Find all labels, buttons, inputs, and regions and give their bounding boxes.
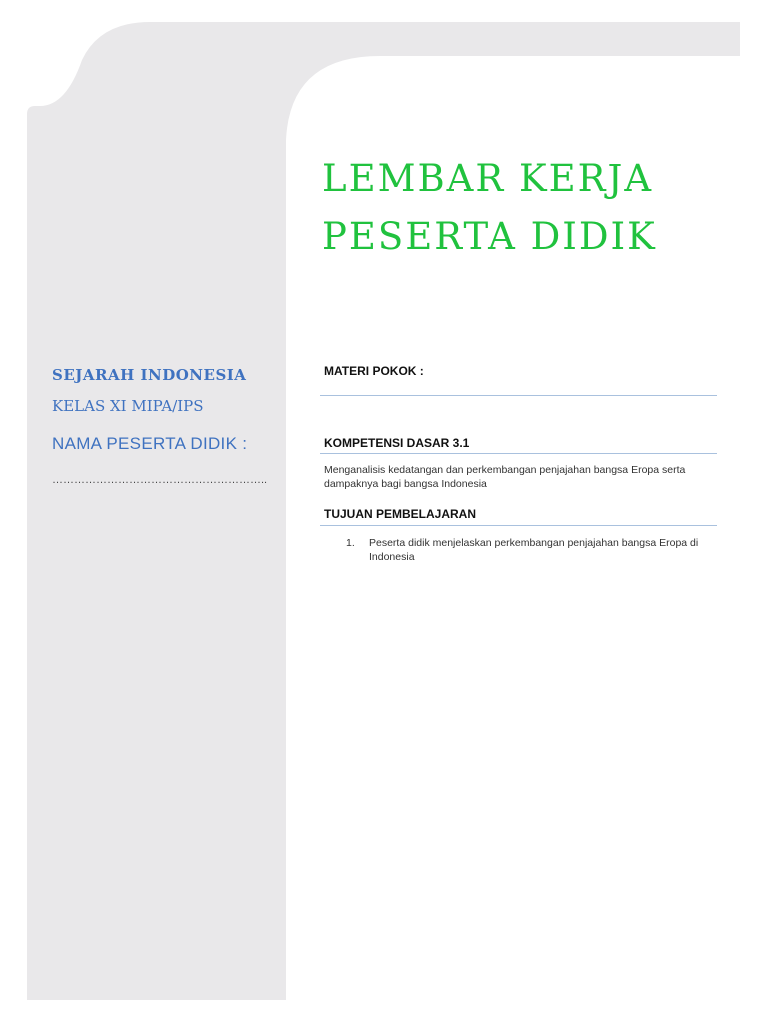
kompetensi-dasar-heading: KOMPETENSI DASAR 3.1 bbox=[324, 436, 470, 450]
goal-text: Peserta didik menjelaskan perkembangan penjajahan bangsa Eropa di Indonesia bbox=[369, 537, 699, 563]
kompetensi-dasar-rule bbox=[320, 453, 717, 454]
subject-label: SEJARAH INDONESIA bbox=[52, 366, 247, 384]
student-name-label: NAMA PESERTA DIDIK : bbox=[52, 434, 248, 453]
kompetensi-dasar-text: Menganalisis kedatangan dan perkembangan penjajahan bangsa Eropa serta dampaknya bagi bangsa Indonesia bbox=[324, 464, 686, 490]
goal-number: 1. bbox=[346, 537, 355, 549]
student-name-blank: ………………………………………………….. bbox=[52, 474, 268, 486]
tujuan-pembelajaran-rule bbox=[320, 525, 717, 526]
worksheet-title bbox=[322, 150, 657, 266]
materi-pokok-heading: MATERI POKOK : bbox=[324, 364, 424, 378]
tujuan-pembelajaran-heading: TUJUAN PEMBELAJARAN bbox=[324, 507, 477, 521]
title-line-1: LEMBAR KERJA bbox=[322, 157, 654, 200]
title-line-2: PESERTA DIDIK bbox=[322, 215, 657, 258]
class-label: KELAS XI MIPA/IPS bbox=[52, 397, 204, 415]
materi-pokok-rule bbox=[320, 395, 717, 396]
